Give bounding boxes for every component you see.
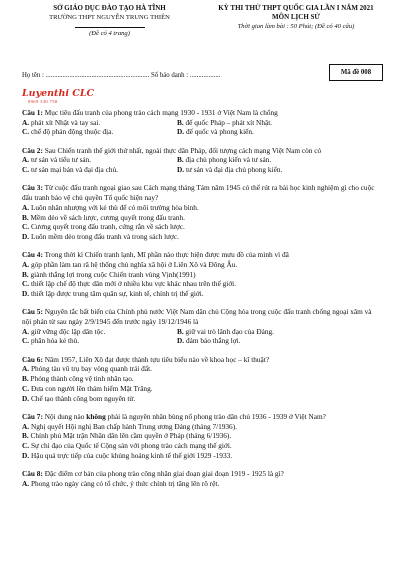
question-4 [22,250,382,299]
option-letter: D. [22,289,30,299]
option-letter: A. [22,117,30,127]
option-text: thiết lập chế độ thực dân mới ở nhiều khu vực khác nhau trên thế giới. [30,279,237,289]
question-number: Câu 2: [22,145,43,155]
exam-title: KỲ THI THỬ THPT QUỐC GIA LẦN I NĂM 2021 [218,4,374,12]
option-text: Sự chỉ đạo của Quốc tế Cộng sản với phong trào cách mạng thế giới. [30,440,232,450]
option-text: thiết lập được trung tâm quân sự, kinh tế, chính trị thế giới. [30,289,204,299]
answer-option-c[interactable] [22,384,382,394]
option-letter: A. [22,202,30,212]
question-number: Câu 5: [22,307,43,317]
question-text: Đặc điểm cơ bản của phong trào công nhân giai đoạn giai đoạn 1919 - 1925 là gì? [44,468,284,478]
question-number: Câu 8: [22,468,43,478]
question-stem [22,250,382,260]
question-6 [22,355,382,404]
pages-note: (Đề có 4 trang) [89,30,130,37]
option-row [22,336,382,346]
option-text: Chế tạo thành công bom nguyên tử. [30,393,136,403]
answer-option-b[interactable] [22,270,382,280]
answer-option-a[interactable] [22,203,382,213]
answer-option-a[interactable] [22,118,177,128]
option-letter: C. [22,222,30,232]
option-text: Nghị quyết Hội nghị Ban chấp hành Trung ương Đảng (tháng 7/1936). [30,421,237,431]
header-left [22,4,197,38]
option-row [22,155,382,165]
answer-options [22,327,382,346]
question-number: Câu 1: [22,108,43,117]
option-letter: D. [22,231,30,241]
time-note: Thời gian làm bài : 50 Phút; (Đề có 40 câu) [237,23,355,30]
question-stem [22,412,382,422]
question-number: Câu 6: [22,354,43,364]
question-stem [22,307,382,326]
option-text: tư sản và đại địa chủ phong kiến. [185,165,283,175]
option-text: địa chủ phong kiến và tư sản. [185,155,272,165]
answer-option-c[interactable] [22,165,177,175]
question-stem [22,355,382,365]
option-letter: C. [22,127,30,137]
option-text: giành thắng lợi trong cuộc Chiến tranh vùng Vịnh(1991) [30,269,196,279]
exam-code-box: Mã đề 008 [329,64,383,81]
logo-text: Luyenthi CLC [22,88,95,99]
option-letter: C. [22,279,30,289]
option-letter: B. [22,431,29,441]
option-text: Luôn mềm dẻo trong đấu tranh và trong sách lược. [30,231,179,241]
answer-option-b[interactable] [177,155,332,165]
answer-option-b[interactable] [177,327,332,337]
option-row [22,118,382,128]
candidate-name-row: Họ tên : ............................................................. Số báo danh : .................. [22,72,221,79]
question-text-part: phải là nguyên nhân bùng nổ phong trào dân chủ 1936 - 1939 ở Việt Nam? [105,411,326,421]
option-text: đảm bảo thắng lợi. [185,336,241,346]
question-number: Câu 7: [22,411,43,421]
option-text: tư sản và tiểu tư sản. [30,155,92,165]
option-text: Phóng tàu vũ trụ bay vòng quanh trái đất. [30,364,152,374]
option-text: Hậu quả trực tiếp của cuộc khủng hoảng kinh tế thế giới 1929 -1933. [30,450,233,460]
question-stem [22,108,382,118]
option-letter: C. [22,165,30,175]
logo-phone: 0969 330 758 [28,99,58,104]
answer-option-c[interactable] [22,441,382,451]
answer-options [22,422,382,461]
answer-option-d[interactable] [22,394,382,404]
question-list [22,108,382,497]
option-letter: A. [22,421,30,431]
answer-option-c[interactable] [22,279,382,289]
subject-title: MÔN LỊCH SỬ [272,13,320,21]
answer-options [22,155,382,174]
answer-options [22,203,382,242]
answer-option-a[interactable] [22,422,382,432]
option-letter: D. [177,127,185,137]
answer-option-a[interactable] [22,479,382,489]
option-letter: B. [177,155,184,165]
header-right [204,4,388,31]
question-text: Năm 1957, Liên Xô đạt được thành tựu tiêu biểu nào về khoa học – kĩ thuật? [44,354,270,364]
question-stem [22,146,382,156]
question-8 [22,469,382,488]
option-text: Luôn nhân nhượng với kẻ thù để có môi trường hòa bình. [30,202,199,212]
header-divider [75,27,145,28]
question-text: Mục tiêu đấu tranh của phong trào cách mạng 1930 - 1931 ở Việt Nam là chống [44,108,278,117]
answer-option-d[interactable] [22,451,382,461]
option-letter: C. [22,383,30,393]
option-letter: A. [22,259,30,269]
answer-option-d[interactable] [177,127,332,137]
answer-option-c[interactable] [22,336,177,346]
question-number: Câu 4: [22,250,43,260]
question-text: Trong thời kì Chiến tranh lạnh, Mĩ phần nào thực hiện được mưu đồ của mình vì đã [44,250,289,260]
answer-option-b[interactable] [177,118,332,128]
answer-option-b[interactable] [22,213,382,223]
option-letter: B. [22,269,29,279]
answer-options [22,118,382,137]
option-text: Phóng thành công vệ tinh nhân tạo. [30,374,134,384]
option-letter: D. [177,165,185,175]
question-3 [22,183,382,241]
option-text: đế quốc Pháp – phát xít Nhật. [185,117,273,127]
option-text: Mềm dẻo về sách lược, cương quyết trong đấu tranh. [30,212,185,222]
question-text: Sau Chiến tranh thế giới thứ nhất, ngoài thực dân Pháp, đối tượng cách mạng Việt Nam còn có [44,145,322,155]
option-letter: D. [177,336,185,346]
option-text: Đưa con người lên thám hiểm Mặt Trăng. [30,383,153,393]
option-row [22,165,382,175]
option-row [22,127,382,137]
option-letter: A. [22,364,30,374]
option-letter: B. [22,212,29,222]
question-1 [22,108,382,137]
question-2 [22,146,382,175]
answer-option-d[interactable] [177,165,332,175]
answer-option-b[interactable] [22,431,382,441]
option-letter: C. [22,440,30,450]
question-stem [22,183,382,202]
option-text: Phong trào ngày càng có tổ chức, ý thức chính trị tăng lên rõ rệt. [30,478,220,488]
option-letter: B. [177,326,184,336]
answer-option-a[interactable] [22,364,382,374]
question-5 [22,307,382,346]
question-7 [22,412,382,461]
answer-option-a[interactable] [22,260,382,270]
option-text: góp phần làm tan rã hệ thống chủ nghĩa xã hội ở Liên Xô và Đông Âu. [30,259,238,269]
option-letter: B. [22,374,29,384]
option-row [22,327,382,337]
option-letter: A. [22,478,30,488]
option-text: giữ vai trò lãnh đạo của Đảng. [185,326,274,336]
answer-option-d[interactable] [22,289,382,299]
option-text: đế quốc và phong kiến. [185,127,254,137]
option-text: Chính phủ Mặt trận Nhân dân lên cầm quyền ở Pháp (tháng 6/1936). [30,431,232,441]
option-letter: D. [22,393,30,403]
school-name: TRƯỜNG THPT NGUYỄN TRUNG THIÊN [49,14,170,21]
option-letter: C. [22,336,30,346]
answer-options [22,260,382,299]
watermark-logo [22,89,94,104]
option-letter: A. [22,155,30,165]
option-text: giữ vững độc lập dân tộc. [30,326,106,336]
option-text: chế độ phản động thuộc địa. [30,127,114,137]
answer-option-c[interactable] [22,127,177,137]
question-text: Từ cuộc đấu tranh ngoại giao sau Cách mạng tháng Tám năm 1945 có thể rút ra bài học kinh nghiệm gì cho cuộc đấu tranh bảo vệ chủ quyền Tổ quốc hiện nay? [22,183,375,203]
question-text: Nguyên tắc bất biến của Chính phủ nước Việt Nam dân chủ Cộng hòa trong cuộc đấu tranh chống ngoại xâm và nội phản từ sau ngày 2/9/1945 đến trước ngày 19/12/1946 là [22,307,372,327]
option-letter: D. [22,450,30,460]
option-text: tư sản mại bản và đại địa chủ. [30,165,118,175]
question-text-part: Nội dung nào [44,411,87,421]
answer-option-a[interactable] [22,155,177,165]
answer-options [22,479,382,489]
answer-options [22,364,382,403]
question-emphasis: không [86,411,106,421]
answer-option-b[interactable] [22,374,382,384]
answer-option-d[interactable] [177,336,332,346]
option-letter: B. [177,117,184,127]
option-letter: A. [22,326,30,336]
answer-option-c[interactable] [22,222,382,232]
question-stem [22,469,382,479]
option-text: phân hóa kẻ thù. [30,336,80,346]
option-text: phát xít Nhật và tay sai. [30,117,101,127]
department-name: SỞ GIÁO DỤC ĐÀO TẠO HÀ TĨNH [53,4,166,12]
option-text: Cương quyết trong đấu tranh, cứng rắn về sách lược. [30,222,185,232]
answer-option-a[interactable] [22,327,177,337]
question-number: Câu 3: [22,183,43,193]
answer-option-d[interactable] [22,232,382,242]
